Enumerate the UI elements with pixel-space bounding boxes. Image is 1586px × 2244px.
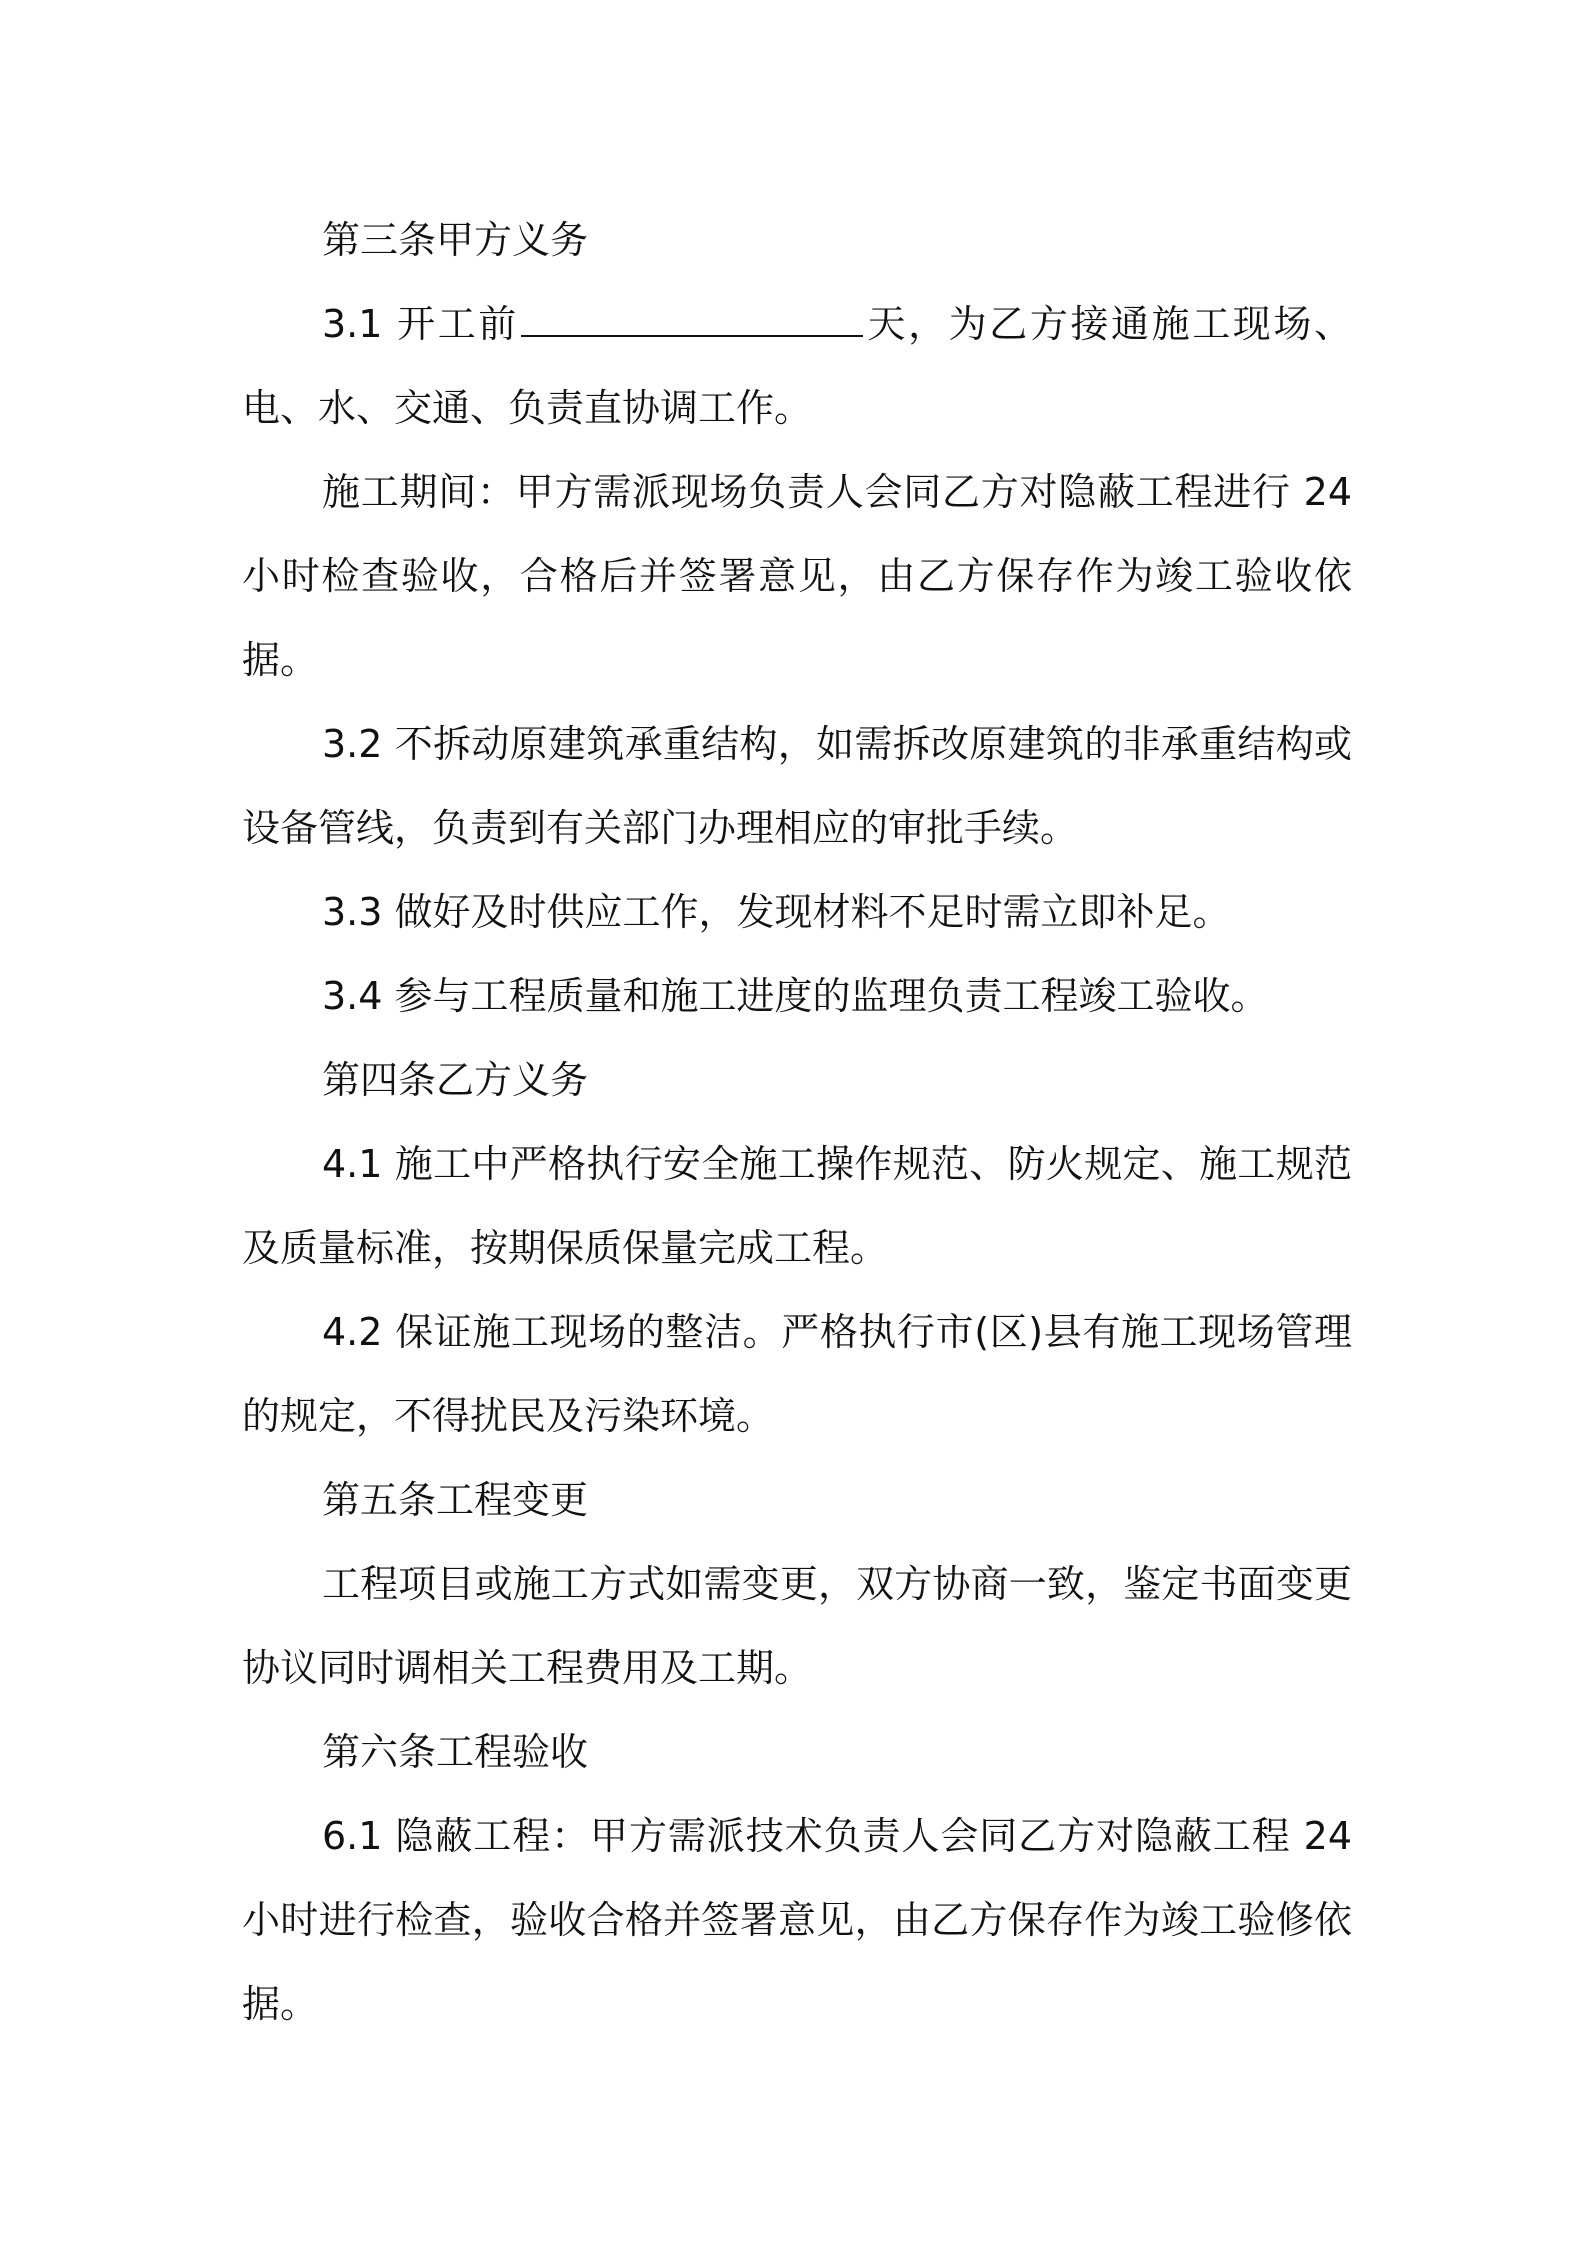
- clause-3-3: 3.3 做好及时供应工作，发现材料不足时需立即补足。: [322, 890, 1231, 934]
- article-3-number: 第三条: [322, 218, 437, 262]
- article-6-name: 工程验收: [436, 1730, 589, 1774]
- document-body: [242, 198, 1352, 2046]
- article-3-name: 甲方义务: [436, 218, 589, 262]
- article-4-number: 第四条: [322, 1058, 437, 1102]
- article-5-body: 工程项目或施工方式如需变更，双方协商一致，鉴定书面变更协议同时调相关工程费用及工期。: [242, 1562, 1352, 1690]
- article-6-heading: [242, 1710, 1352, 1794]
- article-5-name: 工程变更: [436, 1478, 589, 1522]
- article-5-heading: [242, 1458, 1352, 1542]
- clause-3-2: 3.2 不拆动原建筑承重结构，如需拆改原建筑的非承重结构或设备管线，负责到有关部门办理相应的审批手续。: [242, 722, 1352, 850]
- article-5-number: 第五条: [322, 1478, 437, 1522]
- clause-3-1-end: 天，为乙方接通施工现场、电、水、交通、负责直协调工作。: [242, 302, 1352, 430]
- article-4-heading: [242, 1038, 1352, 1122]
- paragraph-construction-period: 施工期间：甲方需派现场负责人会同乙方对隐蔽工程进行 24 小时检查验收，合格后并签署意见，由乙方保存作为竣工验收依据。: [242, 470, 1352, 682]
- fill-in-blank: [521, 329, 863, 337]
- clause-3-1: [242, 282, 1352, 450]
- article-6-number: 第六条: [322, 1730, 437, 1774]
- clause-4-1: 4.1 施工中严格执行安全施工操作规范、防火规定、施工规范及质量标准，按期保质保量完成工程。: [242, 1142, 1352, 1270]
- clause-3-4: 3.4 参与工程质量和施工进度的监理负责工程竣工验收。: [322, 974, 1269, 1018]
- article-3-heading: [242, 198, 1352, 282]
- clause-3-1-start: 3.1 开工前: [322, 302, 519, 346]
- clause-4-2: 4.2 保证施工现场的整洁。严格执行市(区)县有施工现场管理的规定，不得扰民及污染环境。: [242, 1310, 1352, 1438]
- article-4-name: 乙方义务: [436, 1058, 589, 1102]
- clause-6-1: 6.1 隐蔽工程：甲方需派技术负责人会同乙方对隐蔽工程 24 小时进行检查，验收合格并签署意见，由乙方保存作为竣工验修依据。: [242, 1814, 1352, 2026]
